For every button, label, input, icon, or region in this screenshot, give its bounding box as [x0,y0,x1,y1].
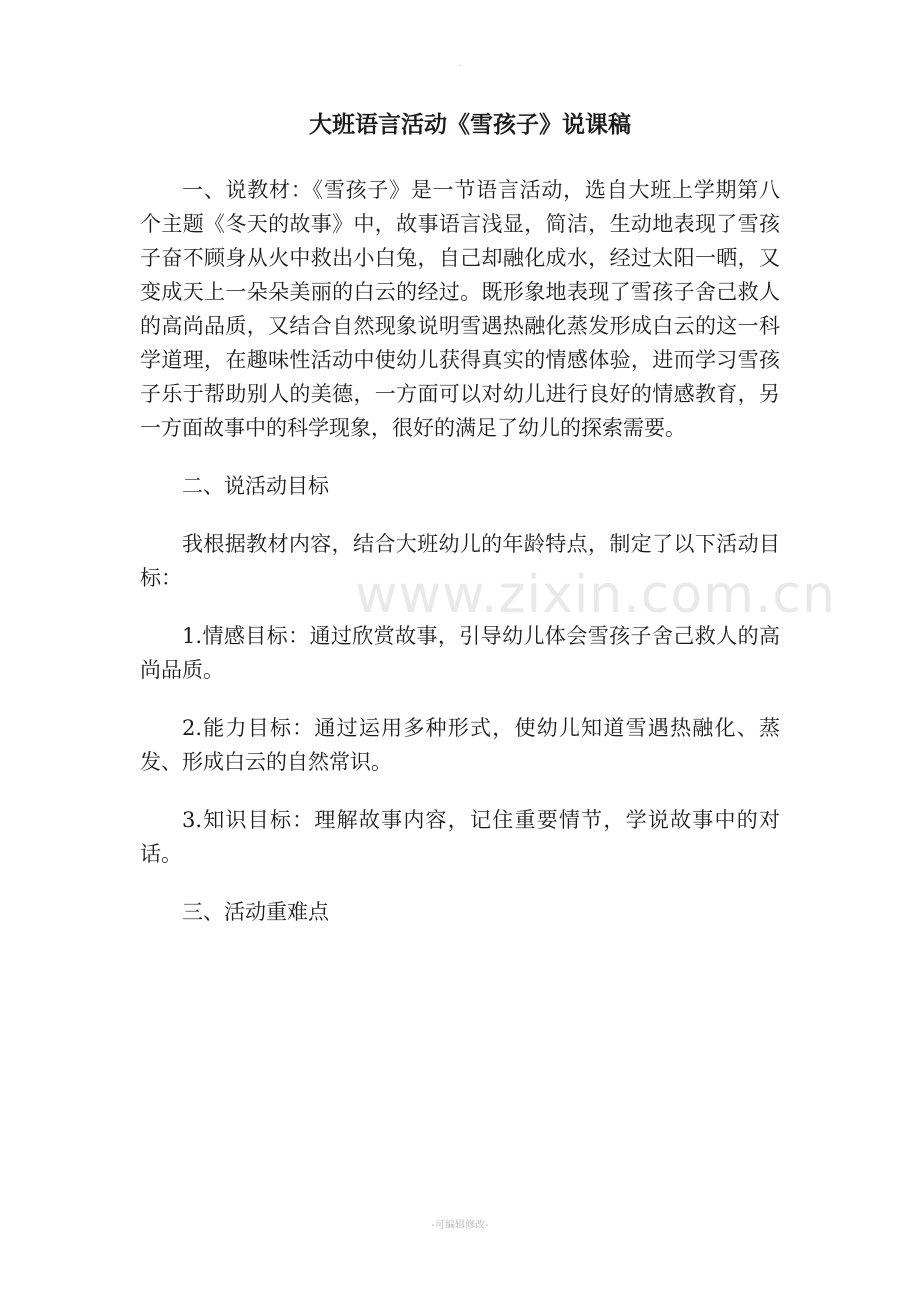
document-body [140,105,780,929]
paragraph-goal-ability: 2.能力目标：通过运用多种形式，使幼儿知道雪遇热融化、蒸发、形成白云的自然常识。 [140,716,780,774]
document-title: 大班语言活动《雪孩子》说课稿 [309,112,631,138]
header-mark: . [458,58,462,69]
paragraph-textbook: 一、说教材：《雪孩子》是一节语言活动，选自大班上学期第八个主题《冬天的故事》中，故事语言浅显，简洁，生动地表现了雪孩子奋不顾身从火中救出小白兔，自己却融化成水，经过太阳一晒，又变成天上一朵朵美丽的白云的经过。既形象地表现了雪孩子舍己救人的高尚品质，又结合自然现象说明雪遇热融化蒸发形成白云的这一科学道理，在趣味性活动中使幼儿获得真实的情感体验，进而学习雪孩子乐于帮助别人的美德，一方面可以对幼儿进行良好的情感教育，另一方面故事中的科学现象，很好的满足了幼儿的探索需要。 [140,178,780,440]
paragraph-goal-knowledge: 3.知识目标：理解故事内容，记住重要情节，学说故事中的对话。 [140,808,780,866]
watermark: www.zixin.com.cn [355,565,836,625]
paragraph-goals-intro: 我根据教材内容，结合大班幼儿的年龄特点，制定了以下活动目标： [140,532,780,590]
heading-activity-goals: 二、说活动目标 [182,474,329,498]
footer-text: -可编辑修改- [431,1220,489,1231]
paragraph-goal-emotion: 1.情感目标：通过欣赏故事，引导幼儿体会雪孩子舍己救人的高尚品质。 [140,624,780,682]
heading-key-points: 三、活动重难点 [182,900,329,924]
